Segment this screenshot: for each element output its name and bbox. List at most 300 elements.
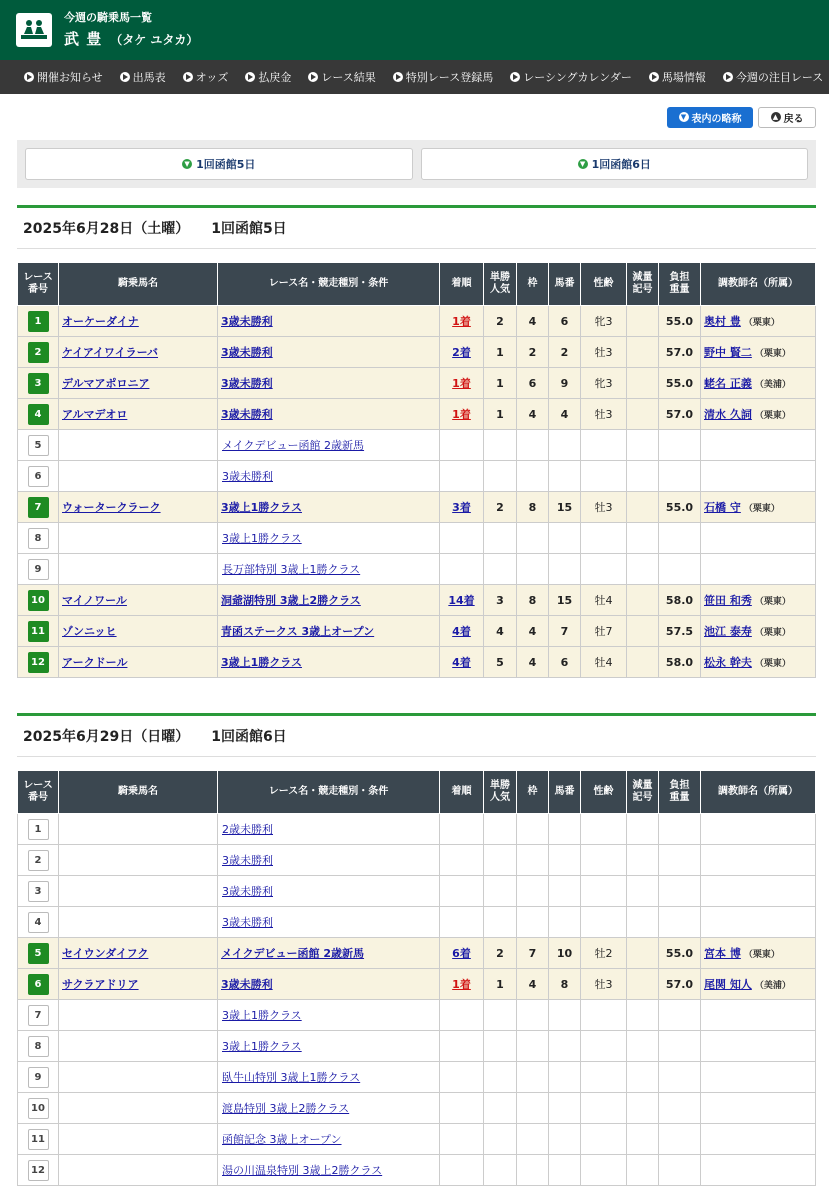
weight-reduction-cell [627, 585, 659, 616]
arrow-circle-icon [510, 72, 520, 82]
horse-link[interactable]: セイウンダイフク [62, 947, 149, 960]
carried-weight-cell [659, 1031, 701, 1062]
carried-weight-cell [659, 1155, 701, 1186]
popularity-cell: 3 [484, 585, 517, 616]
day-section-1 [17, 205, 816, 678]
horse-link[interactable]: ケイアイワイラーバ [62, 346, 159, 359]
table-row [18, 368, 816, 399]
trainer-cell [701, 907, 816, 938]
nav-item[interactable] [183, 69, 229, 85]
race-name-cell [218, 907, 440, 938]
race-link[interactable]: 洞爺湖特別 3歳上2勝クラス [221, 594, 361, 607]
trainer-affiliation: （栗東） [743, 504, 780, 514]
carried-weight-cell [659, 814, 701, 845]
finish-cell [440, 430, 484, 461]
horse-link[interactable]: ゾンニッヒ [62, 625, 117, 638]
race-number-cell [18, 430, 59, 461]
trainer-affiliation: （栗東） [743, 318, 780, 328]
frame-cell: 4 [517, 399, 549, 430]
horse-cell [59, 492, 218, 523]
carried-weight-cell [659, 430, 701, 461]
trainer-cell [701, 337, 816, 368]
race-link[interactable]: 湯の川温泉特別 3歳上2勝クラス [222, 1164, 383, 1177]
weight-reduction-cell [627, 554, 659, 585]
weight-reduction-cell [627, 306, 659, 337]
chevron-down-icon: ▼ [182, 159, 192, 169]
race-number-cell [18, 876, 59, 907]
weight-reduction-cell [627, 1000, 659, 1031]
horse-link[interactable]: アルマデオロ [62, 408, 128, 421]
finish-cell [440, 306, 484, 337]
race-link[interactable]: 3歳未勝利 [222, 885, 273, 898]
race-number-badge[interactable]: 9 [28, 559, 49, 580]
race-number-badge[interactable]: 1 [28, 311, 49, 332]
column-header: 馬番 [549, 263, 581, 306]
race-name-cell [218, 585, 440, 616]
finish-cell [440, 1124, 484, 1155]
abbreviation-button[interactable] [667, 107, 753, 128]
page-subtitle: 今週の騎乗馬一覧 [64, 11, 152, 24]
table-row [18, 399, 816, 430]
horse-number-cell: 2 [549, 337, 581, 368]
trainer-cell [701, 1093, 816, 1124]
frame-cell [517, 907, 549, 938]
horse-cell [59, 876, 218, 907]
race-link[interactable]: 3歳未勝利 [222, 470, 273, 483]
race-number-badge[interactable]: 7 [28, 497, 49, 518]
day-label: 1回函館5日 [196, 158, 256, 171]
finish-cell [440, 1000, 484, 1031]
horse-number-cell: 9 [549, 368, 581, 399]
race-link[interactable]: 3歳上1勝クラス [221, 501, 302, 514]
race-number-badge[interactable]: 4 [28, 404, 49, 425]
trainer-cell [701, 368, 816, 399]
trainer-cell [701, 1062, 816, 1093]
nav-item-label: 出馬表 [132, 71, 166, 84]
race-number-badge[interactable]: 10 [28, 1098, 49, 1119]
horse-cell [59, 969, 218, 1000]
race-name-cell [218, 1062, 440, 1093]
sex-age-cell: 牡4 [581, 585, 627, 616]
table-row [18, 337, 816, 368]
trainer-cell [701, 492, 816, 523]
column-header: 枠 [517, 263, 549, 306]
race-number-cell [18, 554, 59, 585]
table-header [18, 771, 816, 814]
sex-age-cell [581, 814, 627, 845]
weight-reduction-cell [627, 1031, 659, 1062]
finish-link[interactable]: 1着 [452, 408, 471, 421]
horse-number-cell [549, 876, 581, 907]
table-row [18, 585, 816, 616]
weight-reduction-cell [627, 907, 659, 938]
finish-link[interactable]: 14着 [448, 594, 475, 607]
trainer-cell [701, 399, 816, 430]
trainer-link[interactable]: 野中 賢二 [704, 346, 752, 359]
carried-weight-cell: 58.0 [659, 647, 701, 678]
horse-cell [59, 1000, 218, 1031]
race-number-badge[interactable]: 2 [28, 850, 49, 871]
race-link[interactable]: 3歳未勝利 [221, 408, 273, 421]
popularity-cell [484, 876, 517, 907]
race-number-badge[interactable]: 7 [28, 1005, 49, 1026]
finish-cell [440, 523, 484, 554]
race-name-cell [218, 1124, 440, 1155]
race-number-badge[interactable]: 3 [28, 881, 49, 902]
sex-age-cell: 牡3 [581, 969, 627, 1000]
frame-cell: 4 [517, 616, 549, 647]
popularity-cell [484, 461, 517, 492]
race-link[interactable]: 3歳上1勝クラス [222, 1009, 302, 1022]
finish-link[interactable]: 1着 [452, 315, 471, 328]
popularity-cell: 5 [484, 647, 517, 678]
horse-link[interactable]: アークドール [62, 656, 128, 669]
horse-number-cell: 6 [549, 647, 581, 678]
trainer-affiliation: （栗東） [754, 349, 791, 359]
sex-age-cell [581, 1062, 627, 1093]
trainer-cell [701, 554, 816, 585]
frame-cell [517, 1093, 549, 1124]
horse-link[interactable]: オーケーダイナ [62, 315, 139, 328]
race-number-badge[interactable]: 11 [28, 1129, 49, 1150]
trainer-cell [701, 1155, 816, 1186]
race-number-badge[interactable]: 6 [28, 974, 49, 995]
column-header: 着順 [440, 263, 484, 306]
popularity-cell: 2 [484, 306, 517, 337]
horse-number-cell [549, 1000, 581, 1031]
carried-weight-cell: 58.0 [659, 585, 701, 616]
frame-cell: 4 [517, 647, 549, 678]
popularity-cell: 2 [484, 938, 517, 969]
race-number-cell [18, 1062, 59, 1093]
race-link[interactable]: 3歳上1勝クラス [222, 532, 302, 545]
sex-age-cell [581, 876, 627, 907]
sex-age-cell [581, 907, 627, 938]
finish-link[interactable]: 1着 [452, 377, 471, 390]
race-link[interactable]: 渡島特別 3歳上2勝クラス [222, 1102, 350, 1115]
weight-reduction-cell [627, 368, 659, 399]
trainer-link[interactable]: 笹田 和秀 [704, 594, 752, 607]
race-link[interactable]: 長万部特別 3歳上1勝クラス [222, 563, 361, 576]
finish-link[interactable]: 1着 [452, 978, 471, 991]
finish-link[interactable]: 6着 [452, 947, 471, 960]
finish-cell [440, 1062, 484, 1093]
trainer-link[interactable]: 宮本 博 [704, 947, 741, 960]
nav-item[interactable] [308, 69, 375, 85]
trainer-affiliation: （美浦） [754, 380, 791, 390]
race-name-cell [218, 306, 440, 337]
race-number-badge[interactable]: 11 [28, 621, 49, 642]
race-number-badge[interactable]: 2 [28, 342, 49, 363]
horse-cell [59, 1124, 218, 1155]
race-link[interactable]: 3歳未勝利 [221, 377, 273, 390]
finish-cell [440, 1031, 484, 1062]
finish-link[interactable]: 4着 [452, 625, 471, 638]
table-row [18, 1124, 816, 1155]
nav-item-label: 払戻金 [258, 71, 292, 84]
race-name-cell [218, 399, 440, 430]
column-header: 減量 記号 [627, 771, 659, 814]
carried-weight-cell [659, 523, 701, 554]
horse-cell [59, 907, 218, 938]
weight-reduction-cell [627, 430, 659, 461]
race-link[interactable]: 3歳未勝利 [221, 315, 273, 328]
frame-cell [517, 1155, 549, 1186]
trainer-affiliation: （栗東） [743, 950, 780, 960]
trainer-cell [701, 585, 816, 616]
day-button-2[interactable] [421, 148, 809, 180]
table-row [18, 461, 816, 492]
nav-item[interactable] [649, 69, 706, 85]
horse-number-cell: 10 [549, 938, 581, 969]
finish-cell [440, 1155, 484, 1186]
trainer-link[interactable]: 奥村 豊 [704, 315, 741, 328]
day-section-2 [17, 713, 816, 1186]
horse-number-cell [549, 461, 581, 492]
arrow-circle-icon [245, 72, 255, 82]
horse-number-cell: 7 [549, 616, 581, 647]
race-number-badge[interactable]: 5 [28, 943, 49, 964]
chevron-down-icon: ▼ [578, 159, 588, 169]
weight-reduction-cell [627, 461, 659, 492]
finish-cell [440, 616, 484, 647]
horse-number-cell: 15 [549, 585, 581, 616]
table-row [18, 554, 816, 585]
trainer-cell [701, 845, 816, 876]
race-name-cell [218, 814, 440, 845]
carried-weight-cell: 55.0 [659, 306, 701, 337]
nav-item-label: 特別レース登録馬 [405, 71, 494, 84]
column-header: レース 番号 [18, 263, 59, 306]
race-link[interactable]: 臥牛山特別 3歳上1勝クラス [222, 1071, 361, 1084]
trainer-link[interactable]: 清水 久詞 [704, 408, 752, 421]
nav-item[interactable] [510, 69, 632, 85]
race-name-cell [218, 461, 440, 492]
race-link[interactable]: 3歳上1勝クラス [222, 1040, 302, 1053]
frame-cell [517, 845, 549, 876]
race-number-badge[interactable]: 1 [28, 819, 49, 840]
sex-age-cell [581, 1093, 627, 1124]
finish-cell [440, 492, 484, 523]
finish-cell [440, 399, 484, 430]
trainer-link[interactable]: 蛯名 正義 [704, 377, 752, 390]
column-header: 調教師名（所属） [701, 771, 816, 814]
trainer-affiliation: （栗東） [754, 659, 791, 669]
race-number-cell [18, 368, 59, 399]
column-header: 枠 [517, 771, 549, 814]
popularity-cell [484, 1062, 517, 1093]
section-title [17, 205, 816, 249]
race-number-badge[interactable]: 9 [28, 1067, 49, 1088]
column-header: 減量 記号 [627, 263, 659, 306]
jockey-name: 武 豊 [64, 30, 103, 48]
popularity-cell [484, 907, 517, 938]
column-header: 負担 重量 [659, 771, 701, 814]
race-link[interactable]: 3歳未勝利 [221, 346, 273, 359]
column-header: 騎乗馬名 [59, 263, 218, 306]
back-button[interactable] [758, 107, 816, 128]
race-number-cell [18, 399, 59, 430]
horse-number-cell: 4 [549, 399, 581, 430]
weight-reduction-cell [627, 523, 659, 554]
horse-number-cell: 15 [549, 492, 581, 523]
section-meeting: 1回函館5日 [211, 221, 287, 237]
nav-item-label: 今週の注目レース [735, 71, 824, 84]
race-number-badge[interactable]: 12 [28, 1160, 49, 1181]
trainer-cell [701, 647, 816, 678]
frame-cell [517, 876, 549, 907]
nav-item[interactable] [723, 69, 823, 85]
column-header: 性齢 [581, 771, 627, 814]
race-name-cell [218, 1000, 440, 1031]
nav-item[interactable] [120, 69, 166, 85]
trainer-link[interactable]: 石橋 守 [704, 501, 741, 514]
trainer-cell [701, 938, 816, 969]
carried-weight-cell: 55.0 [659, 938, 701, 969]
trainer-affiliation: （栗東） [754, 411, 791, 421]
nav-item-label: レース結果 [321, 71, 376, 84]
race-link[interactable]: 3歳未勝利 [222, 854, 273, 867]
column-header: 単勝 人気 [484, 263, 517, 306]
column-header: 性齢 [581, 263, 627, 306]
popularity-cell [484, 554, 517, 585]
sex-age-cell [581, 1031, 627, 1062]
race-number-cell [18, 337, 59, 368]
race-name-cell [218, 368, 440, 399]
horse-link[interactable]: サクラアドリア [62, 978, 139, 991]
trainer-cell [701, 1031, 816, 1062]
finish-cell [440, 969, 484, 1000]
finish-cell [440, 814, 484, 845]
race-link[interactable]: 3歳未勝利 [221, 978, 273, 991]
race-number-cell [18, 492, 59, 523]
column-header: レース名・競走種別・条件 [218, 771, 440, 814]
race-number-badge[interactable]: 4 [28, 912, 49, 933]
sex-age-cell: 牡2 [581, 938, 627, 969]
column-header: レース 番号 [18, 771, 59, 814]
finish-link[interactable]: 4着 [452, 656, 471, 669]
race-link[interactable]: メイクデビュー函館 2歳新馬 [222, 439, 365, 452]
race-number-badge[interactable]: 5 [28, 435, 49, 456]
race-number-badge[interactable]: 8 [28, 1036, 49, 1057]
race-link[interactable]: 青函ステークス 3歳上オープン [221, 625, 375, 638]
trainer-affiliation: （美浦） [754, 981, 791, 991]
race-number-badge[interactable]: 6 [28, 466, 49, 487]
trainer-cell [701, 523, 816, 554]
nav-item[interactable] [245, 69, 291, 85]
race-name-cell [218, 492, 440, 523]
popularity-cell [484, 1093, 517, 1124]
trainer-cell [701, 1124, 816, 1155]
arrow-circle-icon [308, 72, 318, 82]
table-row [18, 1155, 816, 1186]
popularity-cell [484, 430, 517, 461]
race-name-cell [218, 554, 440, 585]
race-number-cell [18, 907, 59, 938]
race-name-cell [218, 337, 440, 368]
horse-number-cell [549, 907, 581, 938]
toolbar [0, 94, 829, 140]
frame-cell: 8 [517, 492, 549, 523]
chevron-up-icon: ▲ [771, 112, 781, 122]
horse-cell [59, 1093, 218, 1124]
race-number-badge[interactable]: 12 [28, 652, 49, 673]
popularity-cell [484, 814, 517, 845]
frame-cell: 6 [517, 368, 549, 399]
race-link[interactable]: 3歳上1勝クラス [221, 656, 302, 669]
carried-weight-cell [659, 907, 701, 938]
trainer-link[interactable]: 池江 泰寿 [704, 625, 752, 638]
race-name-cell [218, 1031, 440, 1062]
race-number-badge[interactable]: 8 [28, 528, 49, 549]
race-link[interactable]: 3歳未勝利 [222, 916, 273, 929]
nav-item[interactable] [24, 69, 103, 85]
weight-reduction-cell [627, 876, 659, 907]
abbreviation-label: 表内の略称 [691, 113, 742, 125]
nav-item-label: 開催お知らせ [37, 71, 103, 84]
sex-age-cell: 牡3 [581, 337, 627, 368]
trainer-cell [701, 616, 816, 647]
carried-weight-cell [659, 1124, 701, 1155]
finish-cell [440, 1093, 484, 1124]
table-row [18, 647, 816, 678]
carried-weight-cell [659, 1000, 701, 1031]
frame-cell [517, 523, 549, 554]
day-button-1[interactable] [25, 148, 413, 180]
horse-number-cell: 6 [549, 306, 581, 337]
popularity-cell: 2 [484, 492, 517, 523]
horse-cell [59, 845, 218, 876]
horse-link[interactable]: ウォータークラーク [62, 501, 161, 514]
race-number-cell [18, 1124, 59, 1155]
main-nav [0, 60, 829, 94]
trainer-link[interactable]: 尾関 知人 [704, 978, 752, 991]
horse-link[interactable]: デルマアポロニア [62, 377, 150, 390]
race-number-badge[interactable]: 10 [28, 590, 49, 611]
finish-cell [440, 337, 484, 368]
finish-link[interactable]: 2着 [452, 346, 471, 359]
trainer-cell [701, 876, 816, 907]
horse-link[interactable]: マイノワール [62, 594, 127, 607]
table-row [18, 1093, 816, 1124]
race-number-cell [18, 1155, 59, 1186]
frame-cell [517, 814, 549, 845]
race-link[interactable]: 函館記念 3歳上オープン [222, 1133, 342, 1146]
finish-cell [440, 845, 484, 876]
table-row [18, 1000, 816, 1031]
weight-reduction-cell [627, 969, 659, 1000]
carried-weight-cell: 57.0 [659, 337, 701, 368]
nav-item[interactable] [393, 69, 493, 85]
race-number-badge[interactable]: 3 [28, 373, 49, 394]
horse-number-cell [549, 1031, 581, 1062]
column-header: 単勝 人気 [484, 771, 517, 814]
finish-cell [440, 461, 484, 492]
sex-age-cell [581, 430, 627, 461]
race-link[interactable]: 2歳未勝利 [222, 823, 273, 836]
finish-link[interactable]: 3着 [452, 501, 471, 514]
popularity-cell [484, 845, 517, 876]
section-date: 2025年6月29日（日曜） [23, 729, 190, 745]
trainer-link[interactable]: 松永 幹夫 [704, 656, 752, 669]
weight-reduction-cell [627, 1155, 659, 1186]
popularity-cell [484, 1124, 517, 1155]
frame-cell [517, 430, 549, 461]
carried-weight-cell: 57.0 [659, 399, 701, 430]
popularity-cell: 1 [484, 399, 517, 430]
finish-cell [440, 938, 484, 969]
race-link[interactable]: メイクデビュー函館 2歳新馬 [221, 947, 365, 960]
